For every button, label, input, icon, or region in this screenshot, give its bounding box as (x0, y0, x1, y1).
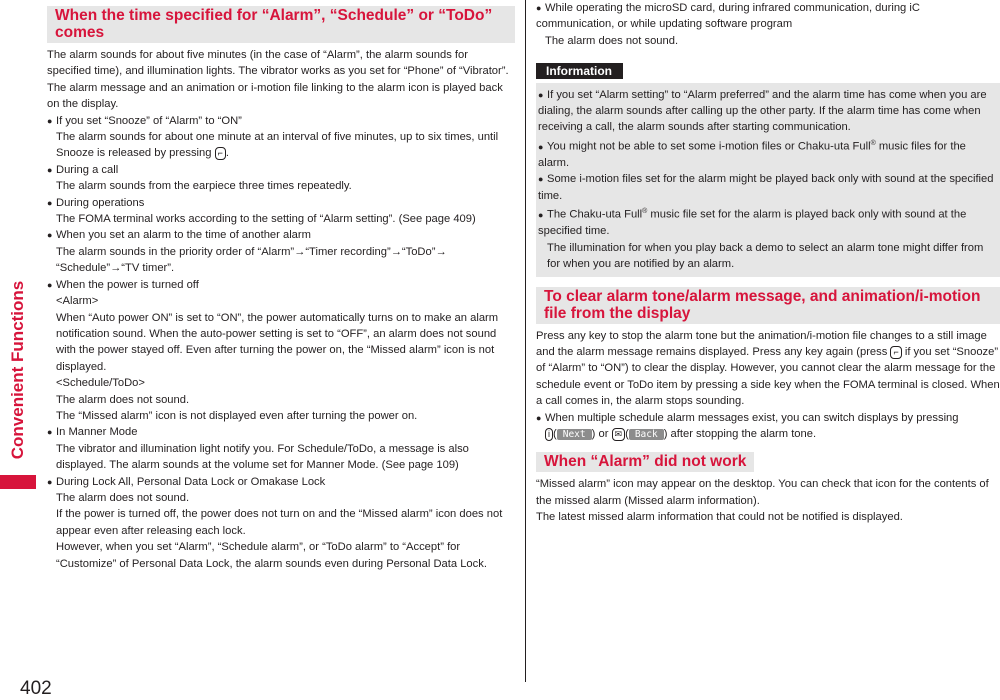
bullet-icon: ● (47, 230, 53, 241)
side-tab-marker (0, 475, 36, 489)
bullet-icon: ● (536, 412, 542, 423)
lock-body-3: However, when you set “Alarm”, “Schedule alarm”, or “ToDo alarm” to “Accept” for “Customize” of Personal Data Lock, the alarm sounds even during Personal Data Lock. (56, 541, 487, 570)
information-section (536, 63, 1000, 276)
i-key-icon: i (545, 428, 553, 441)
alarm-not-work-heading: When “Alarm” did not work (536, 452, 754, 472)
lock-body-1: The alarm does not sound. (56, 491, 190, 504)
same-time-item (47, 227, 515, 276)
operations-title: During operations (56, 196, 145, 209)
registered-mark: ® (642, 208, 648, 216)
registered-mark: ® (870, 139, 876, 147)
side-tab (0, 0, 36, 699)
same-time-body: The alarm sounds in the priority order of “Alarm”→“Timer recording”→“ToDo”→ “Schedule”→“TV timer”. (56, 245, 447, 275)
page-number: 402 (20, 678, 52, 699)
clear-alarm-body: Press any key to stop the alarm tone but the animation/i-motion file changes to a still image and the alarm message remains displayed. Press any key again (press ⌐ if you set “Snooze” of “Alarm” to “ON”) to clear the display. However, you cannot clear the alarm message for the schedule event or ToDo item by pressing a side key when the FOMA terminal is closed. When a call comes in, the alarm stops sounding. (536, 329, 1000, 408)
microsd-title: While operating the microSD card, during infrared communication, during iC communication, or while updating software program (536, 2, 920, 31)
right-column (536, 0, 1000, 526)
info-item-2: ● You might not be able to set some i-motion files or Chaku-uta Full® music files for the alarm. (538, 139, 966, 169)
bullet-icon: ● (47, 427, 53, 438)
bullet-icon: ● (536, 3, 542, 13)
power-key-icon: ⌐ (890, 346, 901, 359)
missed-alarm-body-2: The latest missed alarm information that could not be notified is displayed. (536, 511, 903, 524)
info-item-1: ● If you set “Alarm setting” to “Alarm preferred” and the alarm time has come when you are dialing, the alarm sounds after calling up the other party. If the alarm time has come when receiving a call, the alarm sounds after starting communication. (538, 88, 987, 134)
operations-item (47, 195, 515, 228)
back-softkey: Back (629, 429, 664, 440)
snooze-title: If you set “Snooze” of “Alarm” to “ON” (56, 114, 242, 127)
call-title: During a call (56, 163, 119, 176)
power-schedule-tag: <Schedule/ToDo> (56, 377, 145, 390)
manner-title: In Manner Mode (56, 426, 138, 439)
snooze-item: ● If you set “Snooze” of “Alarm” to “ON” The alarm sounds for about one minute at an interval of five minutes, up to six times, until Snooze is released by pressing ⌐ . (47, 114, 499, 160)
info-item-4-body: The illumination for when you play back a demo to select an alarm tone might differ from for when you are notified by an alarm. (547, 241, 984, 271)
call-body: The alarm sounds from the earpiece three times repeatedly. (56, 180, 352, 193)
bullet-icon: ● (538, 141, 544, 152)
same-time-title: When you set an alarm to the time of another alarm (56, 229, 311, 242)
column-divider (525, 0, 526, 682)
power-alarm-body: When “Auto power ON” is set to “ON”, the power automatically turns on to make an alarm notification sound. When the auto-power setting is set to “OFF”, an alarm does not sound with the power stayed off. Even after turning the power on, the “Missed alarm” icon is not displayed. (56, 311, 499, 373)
missed-alarm-body-1: “Missed alarm” icon may appear on the desktop. You can check that icon for the contents of the missed alarm (Missed alarm information). (536, 478, 989, 507)
bullet-icon: ● (47, 115, 53, 126)
lock-body-2: If the power is turned off, the power does not turn on and the “Missed alarm” icon does not appear even after releasing each lock. (56, 508, 503, 537)
alarm-comes-heading: When the time specified for “Alarm”, “Schedule” or “ToDo” comes (47, 6, 515, 43)
bullet-icon: ● (538, 209, 544, 220)
information-box (536, 83, 1000, 277)
info-item-4: ● The Chaku-uta Full® music file set for the alarm is played back only with sound at the specified time. The illumination for when you play back a demo to select an alarm tone might differ from for when you are notified by an alarm. (538, 204, 996, 272)
alarm-intro: The alarm sounds for about five minutes (in the case of “Alarm”, the alarm sounds for specified time), and illumination lights. The vibrator works as you set for “Phone” of “Vibrator”. The alarm message and an animation or i-motion file linking to the alarm icon is played back on the display. (47, 49, 509, 111)
bullet-icon: ● (538, 89, 544, 100)
multi-schedule-item: ● When multiple schedule alarm messages exist, you can switch displays by pressing i ( Next ) or ✉ ( Back ) after stopping the alarm tone. (536, 411, 959, 440)
information-label: Information (536, 63, 623, 79)
next-softkey: Next (557, 429, 592, 440)
bullet-icon: ● (47, 476, 53, 487)
bullet-icon: ● (47, 279, 53, 290)
lock-title: During Lock All, Personal Data Lock or Omakase Lock (56, 475, 326, 488)
call-item (47, 162, 515, 195)
manner-body: The vibrator and illumination light notify you. For Schedule/ToDo, a message is also displayed. The alarm sounds at the volume set for Manner Mode. (See page 109) (56, 442, 469, 472)
bullet-icon: ● (47, 164, 53, 175)
power-schedule-body-2: The “Missed alarm” icon is not displayed even after turning the power on. (56, 409, 418, 422)
mail-key-icon: ✉ (612, 428, 626, 441)
operations-body: The FOMA terminal works according to the setting of “Alarm setting”. (See page 409) (56, 213, 476, 226)
microsd-body: The alarm does not sound. (545, 34, 679, 47)
bullet-icon: ● (47, 197, 53, 208)
bullet-icon: ● (538, 174, 544, 185)
side-tab-label: Convenient Functions (8, 280, 27, 460)
info-item-3: ● Some i-motion files set for the alarm might be played back only with sound at the specified time. (538, 173, 994, 202)
power-alarm-tag: <Alarm> (56, 295, 99, 308)
manner-item (47, 424, 515, 473)
lock-item (47, 474, 515, 572)
microsd-item (536, 0, 1000, 49)
snooze-body: The alarm sounds for about one minute at an interval of five minutes, up to six times, until Snooze is released by pressing (56, 131, 499, 160)
power-off-title: When the power is turned off (56, 278, 199, 291)
clear-alarm-heading: To clear alarm tone/alarm message, and animation/i-motion file from the display (536, 287, 1000, 324)
power-schedule-body-1: The alarm does not sound. (56, 393, 190, 406)
left-column (47, 6, 515, 572)
power-key-icon: ⌐ (215, 147, 226, 160)
power-off-item (47, 277, 515, 425)
